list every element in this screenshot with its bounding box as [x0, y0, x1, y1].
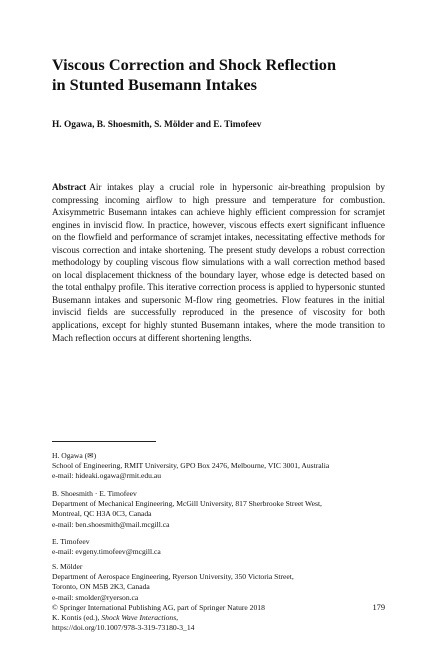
affiliation-molder — [52, 562, 392, 603]
title-line-2: in Stunted Busemann Intakes — [52, 75, 257, 94]
citation-suffix: , — [176, 613, 179, 623]
author-list: H. Ogawa, B. Shoesmith, S. Mölder and E. Timofeev — [52, 120, 262, 130]
affiliation-email[interactable]: e-mail: hideaki.ogawa@rmit.edu.au — [52, 471, 162, 481]
footnote-divider — [52, 441, 156, 442]
affiliation-line: H. Ogawa (✉) — [52, 451, 97, 460]
affiliation-timofeev — [52, 537, 392, 557]
paper-title — [52, 55, 392, 95]
book-title: Shock Wave Interactions — [101, 613, 177, 623]
affiliation-email[interactable]: e-mail: evgeny.timofeev@mcgill.ca — [52, 547, 161, 557]
doi-link[interactable]: https://doi.org/10.1007/978-3-319-73180-3_14 — [52, 623, 195, 633]
affiliation-line: S. Mölder — [52, 562, 83, 571]
abstract-label: Abstract — [52, 182, 87, 192]
abstract-text: Air intakes play a crucial role in hypersonic air-breathing propulsion by compressing incoming airflow to high pressure and temperature for combustion. Axisymmetric Busemann intakes can achieve highly efficient compression for scramjet engines in inviscid flow. In practice, however, viscous effects exert significant influence on the flowfield and performance of scramjet intakes, necessitating effective methods for viscous correction and intake shortening. The present study develops a robust correction methodology by coupling viscous flow simulations with a wall correction method based on local displacement thickness of the boundary layer, whose edge is detected based on the total enthalpy profile. This iterative correction process is applied to hypersonic stunted Busemann intakes and supersonic M-flow ring geometries. Flow features in the initial inviscid fields are successfully reproduced in the presence of viscosity for both applications, except for highly stunted Busemann intakes, where the mode transition to Mach reflection occurs at different shortening lengths. — [52, 182, 385, 343]
affiliation-line: Toronto, ON M5B 2K3, Canada — [52, 582, 150, 592]
citation-prefix: K. Kontis (ed.), — [52, 613, 102, 623]
affiliation-ogawa — [52, 451, 392, 482]
page-number: 179 — [372, 603, 385, 612]
publication-footer — [52, 603, 385, 634]
affiliation-email[interactable]: e-mail: smolder@ryerson.ca — [52, 592, 139, 602]
affiliation-line: Department of Aerospace Engineering, Ryerson University, 350 Victoria Street, — [52, 572, 294, 582]
affiliation-line: B. Shoesmith · E. Timofeev — [52, 489, 137, 498]
copyright-notice: © Springer International Publishing AG, part of Springer Nature 2018 — [52, 603, 265, 612]
affiliation-line: School of Engineering, RMIT University, GPO Box 2476, Melbourne, VIC 3001, Australia — [52, 461, 330, 471]
citation — [52, 613, 385, 623]
title-line-1: Viscous Correction and Shock Reflection — [52, 55, 337, 74]
affiliation-line: Montreal, QC H3A 0C3, Canada — [52, 509, 152, 519]
abstract — [52, 181, 385, 344]
affiliation-line: E. Timofeev — [52, 537, 90, 546]
affiliation-line: Department of Mechanical Engineering, McGill University, 817 Sherbrooke Street West, — [52, 499, 322, 509]
affiliation-shoesmith-timofeev — [52, 489, 392, 530]
affiliation-email[interactable]: e-mail: ben.shoesmith@mail.mcgill.ca — [52, 519, 170, 529]
